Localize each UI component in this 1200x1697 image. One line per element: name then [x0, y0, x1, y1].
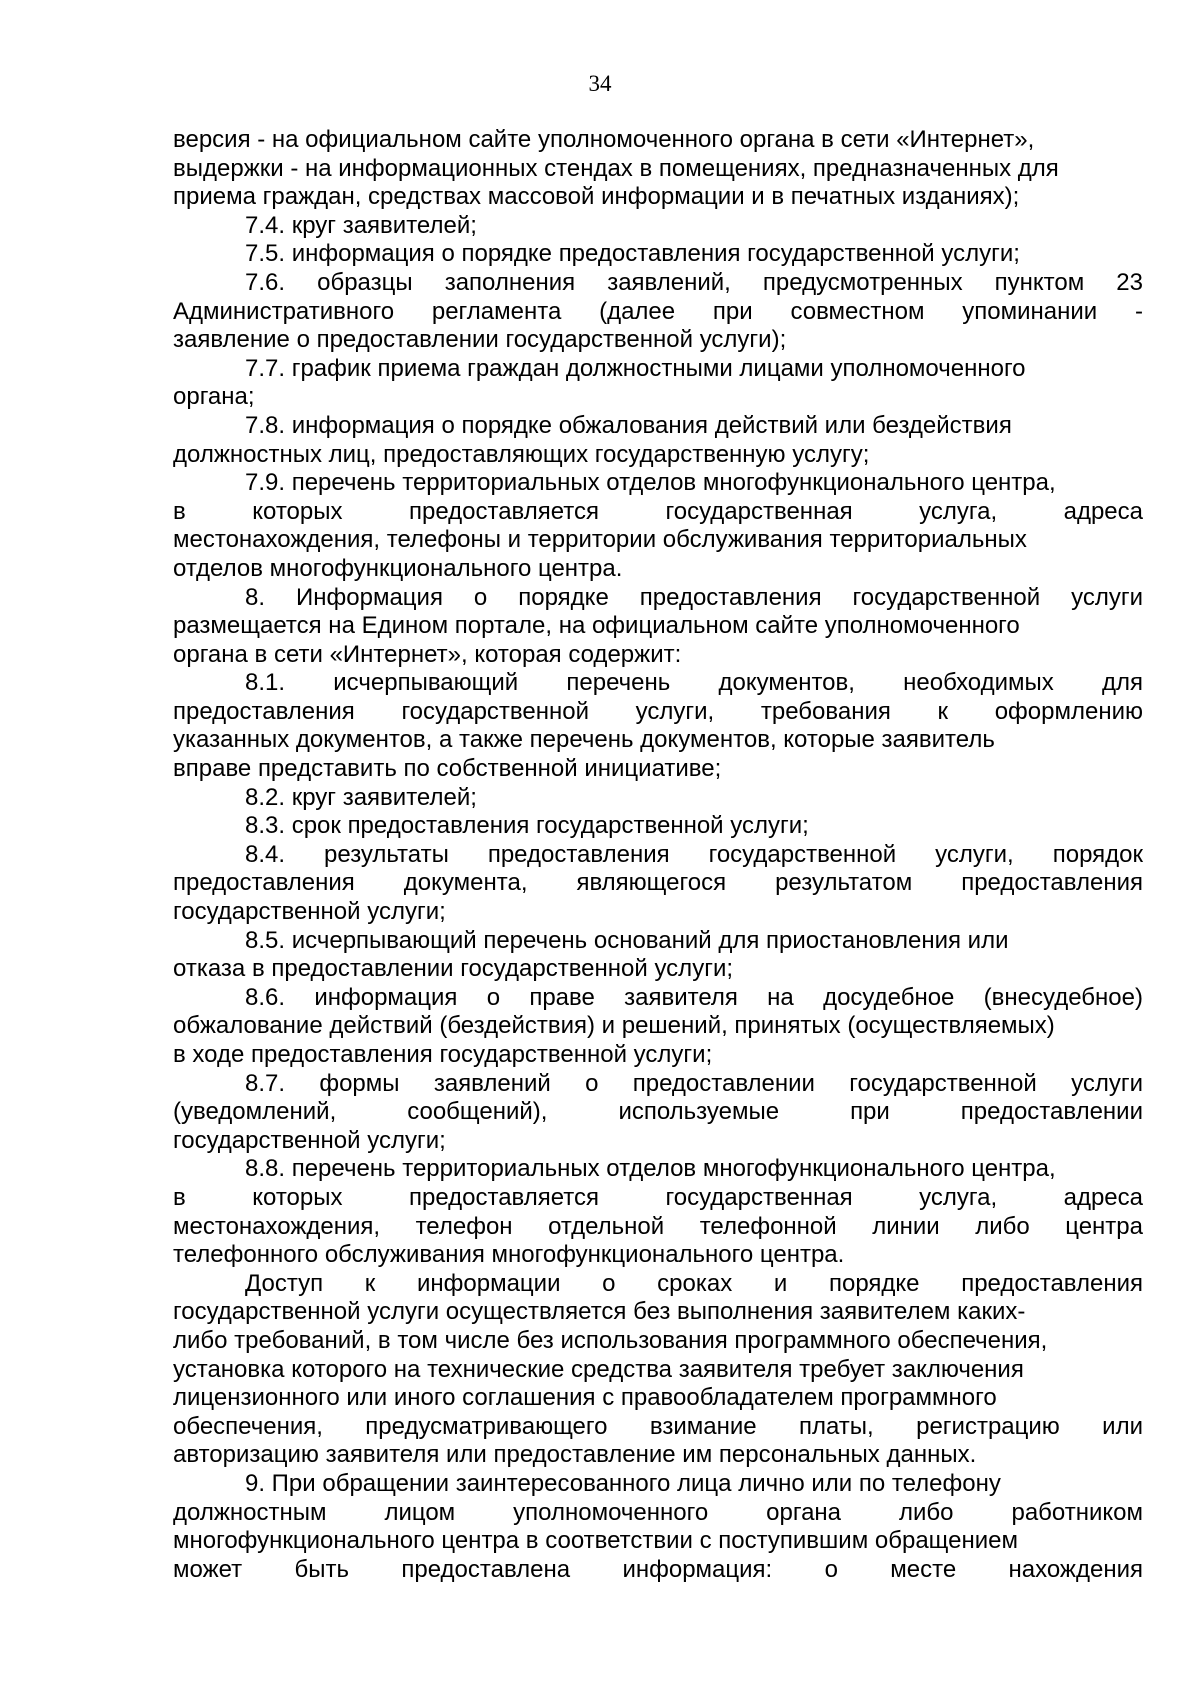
text-line: 7.9. перечень территориальных отделов многофункционального центра, [245, 469, 1056, 497]
text-line: обеспечения, предусматривающего взимание платы, регистрацию или [173, 1412, 1143, 1440]
text-line: 9. При обращении заинтересованного лица лично или по телефону [245, 1469, 1001, 1497]
text-line: заявление о предоставлении государственной услуги); [173, 326, 787, 354]
text-line: приема граждан, средствах массовой информации и в печатных изданиях); [173, 183, 1020, 211]
text-line: 8. Информация о порядке предоставления государственной услуги [245, 583, 1143, 611]
text-line: 8.7. формы заявлений о предоставлении государственной услуги [245, 1069, 1143, 1097]
text-line: версия - на официальном сайте уполномоченного органа в сети «Интернет», [173, 126, 1035, 153]
text-line: отказа в предоставлении государственной услуги; [173, 955, 734, 983]
text-line: 8.4. результаты предоставления государственной услуги, порядок [245, 840, 1143, 868]
text-line: государственной услуги осуществляется без выполнения заявителем каких- [173, 1298, 1026, 1326]
text-line: отделов многофункционального центра. [173, 554, 623, 582]
document-body [173, 126, 1143, 1584]
text-line: государственной услуги; [173, 898, 446, 926]
text-line: 7.8. информация о порядке обжалования действий или бездействия [245, 411, 1012, 439]
text-line: в которых предоставляется государственная услуга, адреса [173, 1183, 1143, 1211]
text-line: 7.5. информация о порядке предоставления государственной услуги; [245, 240, 1020, 268]
text-line: 8.8. перечень территориальных отделов многофункционального центра, [245, 1155, 1056, 1183]
text-line: должностных лиц, предоставляющих государственную услугу; [173, 440, 870, 468]
text-line: местонахождения, телефоны и территории обслуживания территориальных [173, 526, 1027, 554]
text-line: 7.6. образцы заполнения заявлений, предусмотренных пунктом 23 [245, 268, 1143, 296]
text-line: местонахождения, телефон отдельной телефонной линии либо центра [173, 1212, 1143, 1240]
text-line: предоставления документа, являющегося результатом предоставления [173, 869, 1143, 897]
text-line: 7.4. круг заявителей; [245, 211, 477, 239]
text-line: указанных документов, а также перечень документов, которые заявитель [173, 726, 995, 754]
text-line: может быть предоставлена информация: о месте нахождения [173, 1555, 1143, 1583]
text-line: 8.1. исчерпывающий перечень документов, необходимых для [245, 669, 1143, 697]
text-line: 8.6. информация о праве заявителя на досудебное (внесудебное) [245, 983, 1143, 1011]
text-line: 8.3. срок предоставления государственной услуги; [245, 812, 809, 840]
text-line: предоставления государственной услуги, требования к оформлению [173, 697, 1143, 725]
page-number: 34 [588, 71, 612, 96]
text-line: 8.5. исчерпывающий перечень оснований для приостановления или [245, 926, 1009, 954]
text-line: вправе представить по собственной инициативе; [173, 755, 722, 783]
text-line: Доступ к информации о сроках и порядке предоставления [245, 1269, 1143, 1297]
text-line: Административного регламента (далее при совместном упоминании - [173, 297, 1143, 325]
text-line: выдержки - на информационных стендах в помещениях, предназначенных для [173, 154, 1059, 182]
text-line: авторизацию заявителя или предоставление им персональных данных. [173, 1441, 977, 1469]
text-line: многофункционального центра в соответствии с поступившим обращением [173, 1527, 1018, 1555]
text-line: размещается на Едином портале, на официальном сайте уполномоченного [173, 612, 1020, 640]
text-line: в ходе предоставления государственной услуги; [173, 1041, 713, 1068]
text-line: 8.2. круг заявителей; [245, 783, 477, 811]
text-line: (уведомлений, сообщений), используемые при предоставлении [173, 1098, 1143, 1126]
text-line: органа в сети «Интернет», которая содержит: [173, 640, 682, 668]
text-line: 7.7. график приема граждан должностными лицами уполномоченного [245, 354, 1026, 382]
text-line: органа; [173, 383, 255, 411]
text-line: должностным лицом уполномоченного органа либо работником [173, 1498, 1143, 1526]
text-line: в которых предоставляется государственная услуга, адреса [173, 497, 1143, 525]
text-line: установка которого на технические средства заявителя требует заключения [173, 1355, 1024, 1383]
text-line: либо требований, в том числе без использования программного обеспечения, [173, 1326, 1048, 1354]
text-line: обжалование действий (бездействия) и решений, принятых (осуществляемых) [173, 1012, 1055, 1040]
text-line: государственной услуги; [173, 1126, 446, 1154]
text-line: лицензионного или иного соглашения с правообладателем программного [173, 1384, 997, 1412]
text-line: телефонного обслуживания многофункционального центра. [173, 1241, 845, 1269]
